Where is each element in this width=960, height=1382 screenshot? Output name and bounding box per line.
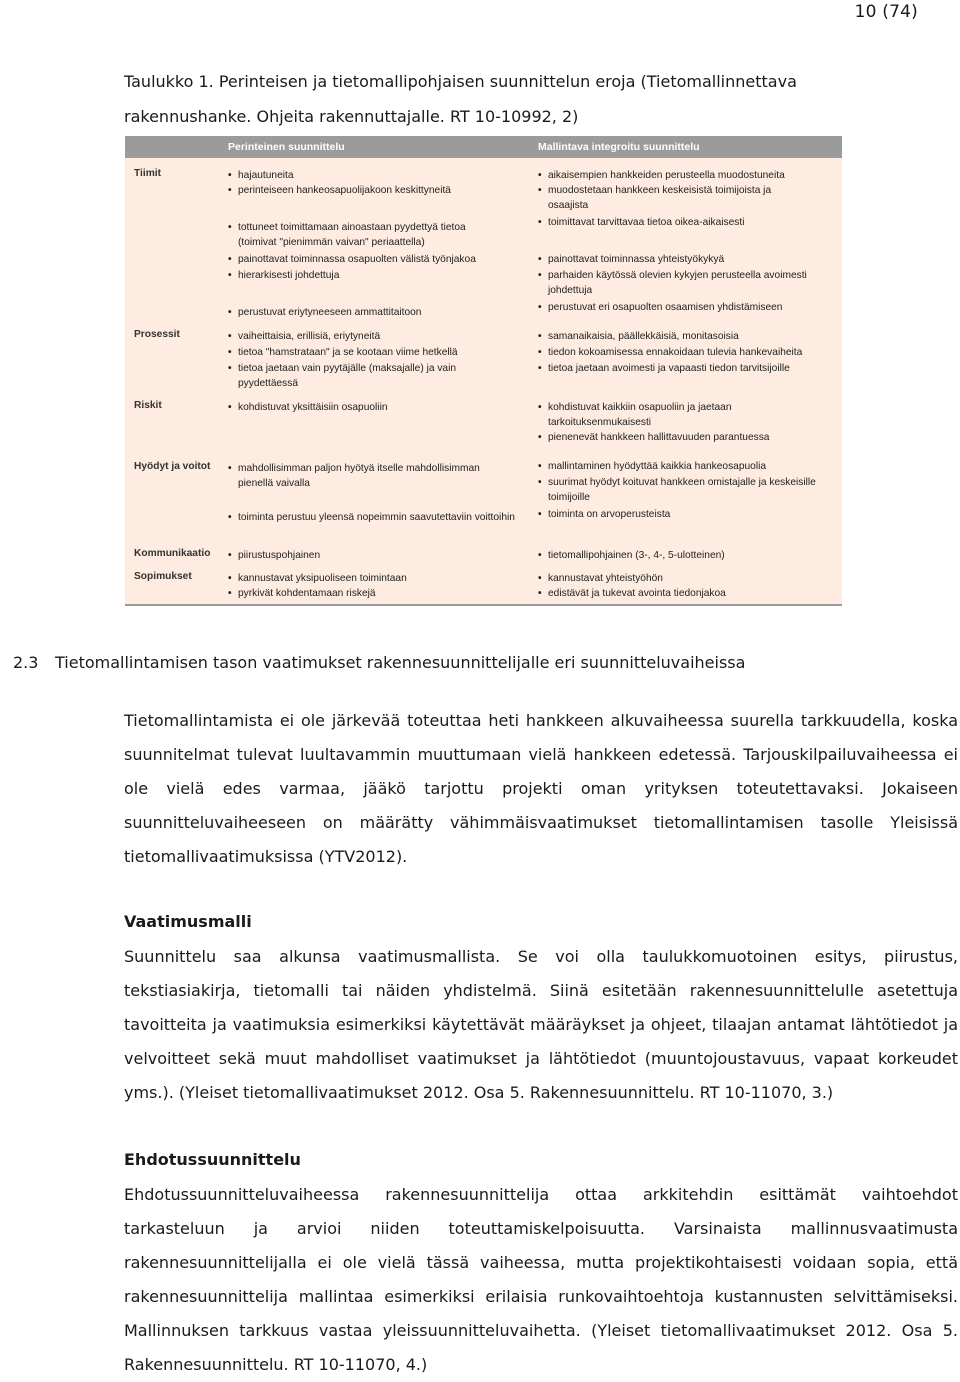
ehdotussuunnittelu-paragraph: Ehdotussuunnitteluvaiheessa rakennesuunnittelija ottaa arkkitehdin esittämät vaihtoehdot tarkasteluun ja arvioi niiden toteuttamiskelpoisuutta. Varsinaista mallinnusvaatimusta rakennesuunnittelijalla ei ole vielä tässä vaiheessa, mutta projektikohtaisesti voidaan sopia, että rakennesuunnittelija mallintaa esimerkiksi erilaisia runkovaihtoehtoja kustannusten selvittämiseksi. Mallinnuksen tarkkuus vastaa yleissuunnitteluvaihetta. (Yleiset tietomallivaatimukset 2012. Osa 5. Rakennesuunnittelu. RT 10-11070, 4.) [124, 1185, 958, 1374]
list-item: • tietoa "hamstrataan" ja se kootaan viime hetkellä [228, 345, 520, 360]
list-item: • pienenevät hankkeen hallittavuuden parantuessa [538, 430, 830, 445]
section-title: Tietomallintamisen tason vaatimukset rakennesuunnittelijalle eri suunnitteluvaiheissa [55, 653, 746, 672]
list-item: • perustuvat eri osapuolten osaamisen yhdistämiseen [538, 300, 830, 315]
category-kommunikaatio: Kommunikaatio [134, 548, 211, 559]
list-item: • mallintaminen hyödyttää kaikkia hankeosapuolia [538, 459, 830, 474]
section-heading [13, 651, 913, 675]
list-item: • muodostetaan hankkeen keskeisistä toimijoista ja osaajista [538, 183, 808, 213]
list-item: • painottavat toiminnassa osapuolten välistä työnjakoa [228, 252, 520, 267]
list-item: • toimittavat tarvittavaa tietoa oikea-aikaisesti [538, 215, 830, 230]
list-item: • tiedon kokoamisessa ennakoidaan tulevia hankevaiheita [538, 345, 830, 360]
list-item: • suurimat hyödyt koituvat hankkeen omistajalle ja keskeisille toimijoille [538, 475, 818, 505]
table-bottom-rule [125, 604, 842, 606]
list-item: • painottavat toiminnassa yhteistyökykyä [538, 252, 830, 267]
list-item: • piirustuspohjainen [228, 548, 520, 563]
category-sopimukset: Sopimukset [134, 571, 192, 582]
list-item: • tietomallipohjainen (3-, 4-, 5-ulotteinen) [538, 548, 830, 563]
list-item: • samanaikaisia, päällekkäisiä, monitasoisia [538, 329, 830, 344]
list-item: • toiminta on arvoperusteista [538, 507, 830, 522]
list-item: • kohdistuvat yksittäisiin osapuoliin [228, 400, 520, 415]
list-item: • hajautuneita [228, 168, 520, 183]
list-item: • tietoa jaetaan vain pyytäjälle (maksajalle) ja vain pyydettäessä [228, 361, 478, 391]
intro-paragraph: Tietomallintamista ei ole järkevää toteuttaa heti hankkeen alkuvaiheessa suurella tarkkuudella, koska suunnitelmat tulevat luultavammin muuttumaan vielä hankkeen edetessä. Tarjouskilpailuvaiheessa ei ole vielä edes varmaa, jääkö tarjottu projekti oman yrityksen toteutettavaksi. Jokaiseen suunnitteluvaiheeseen on määrätty vähimmäisvaatimukset tietomallintamisen tasolle Yleisissä tietomallivaatimuksissa (YTV2012). [124, 711, 958, 866]
section-number: 2.3 [13, 653, 39, 672]
list-item: • tottuneet toimittamaan ainoastaan pyydettyä tietoa (toimivat "pienimmän vaivan" periaattella) [228, 220, 503, 250]
page-number: 10 (74) [854, 2, 918, 22]
list-item: • pyrkivät kohdentamaan riskejä [228, 586, 520, 601]
list-item: • tietoa jaetaan avoimesti ja vapaasti tiedon tarvitsijoille [538, 361, 830, 376]
comparison-table [125, 136, 842, 606]
list-item: • kohdistuvat kaikkiin osapuoliin ja jaetaan tarkoituksenmukaisesti [538, 400, 823, 430]
header-traditional: Perinteinen suunnittelu [228, 141, 345, 153]
list-item: • perustuvat eriytyneeseen ammattitaitoon [228, 305, 520, 320]
table-header [125, 136, 842, 158]
list-item: • vaiheittaisia, erillisiä, eriytyneitä [228, 329, 520, 344]
category-hyodyt: Hyödyt ja voitot [134, 461, 211, 472]
header-integrated: Mallintava integroitu suunnittelu [538, 141, 700, 153]
list-item: • toiminta perustuu yleensä nopeimmin saavutettaviin voittoihin [228, 510, 518, 525]
list-item: • kannustavat yhteistyöhön [538, 571, 830, 586]
list-item: • edistävät ja tukevat avointa tiedonjakoa [538, 586, 830, 601]
category-riskit: Riskit [134, 400, 162, 411]
list-item: • perinteiseen hankeosapuolijakoon keskittyneitä [228, 183, 520, 198]
category-prosessit: Prosessit [134, 329, 180, 340]
list-item: • mahdollisimman paljon hyötyä itselle mahdollisimman pienellä vaivalla [228, 461, 508, 491]
list-item: • hierarkisesti johdettuja [228, 268, 520, 283]
vaatimusmalli-paragraph: Suunnittelu saa alkunsa vaatimusmallista. Se voi olla taulukkomuotoinen esitys, piirustus, tekstiasiakirja, tietomalli tai näiden yhdistelmä. Siinä esitetään rakennesuunnittelulle asetettuja tavoitteita ja vaatimuksia esimerkiksi käytettävät määräykset ja ohjeet, tilaajan antamat lähtötiedot ja velvoitteet sekä muut mahdolliset vaatimukset ja lähtötiedot (muuntojoustavuus, vapaat korkeudet yms.). (Yleiset tietomallivaatimukset 2012. Osa 5. Rakennesuunnittelu. RT 10-11070, 3.) [124, 947, 958, 1102]
list-item: • kannustavat yksipuoliseen toimintaan [228, 571, 520, 586]
category-tiimit: Tiimit [134, 168, 161, 179]
list-item: • parhaiden käytössä olevien kykyjen perusteella avoimesti johdettuja [538, 268, 828, 298]
table-caption: Taulukko 1. Perinteisen ja tietomallipohjaisen suunnittelun eroja (Tietomallinnettava rakennushanke. Ohjeita rakennuttajalle. RT 10-10992, 2) [124, 72, 797, 126]
list-item: • aikaisempien hankkeiden perusteella muodostuneita [538, 168, 830, 183]
ehdotussuunnittelu-heading: Ehdotussuunnittelu [124, 1150, 301, 1169]
vaatimusmalli-heading: Vaatimusmalli [124, 912, 252, 931]
